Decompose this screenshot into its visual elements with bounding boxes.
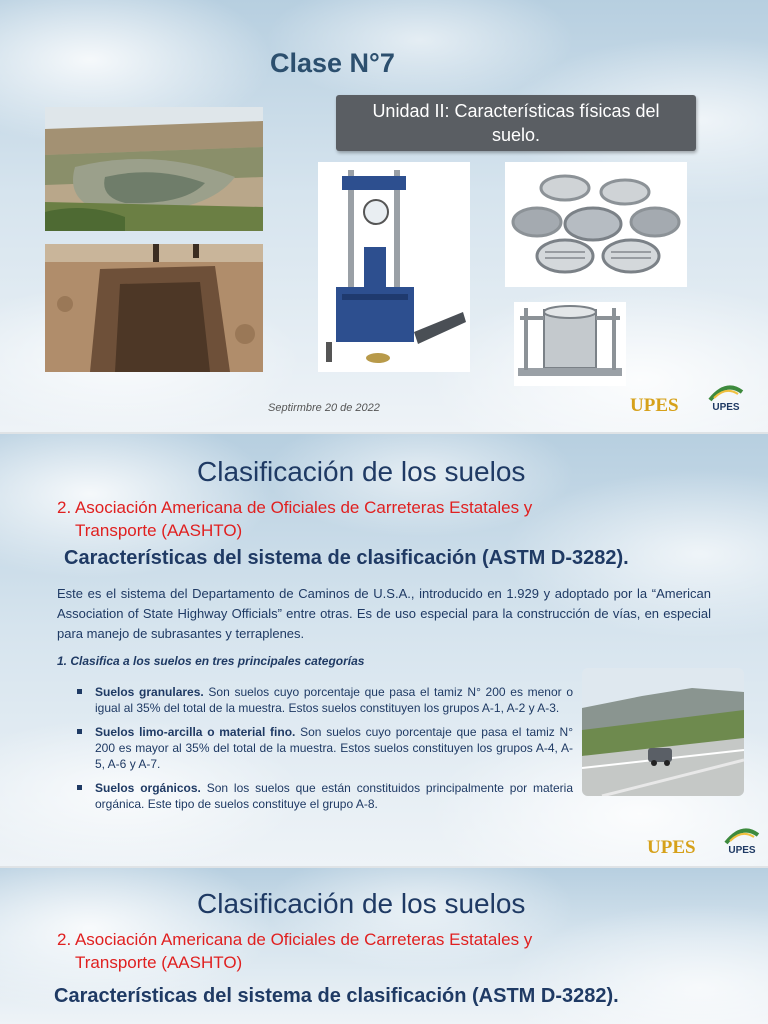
slide-1: [0, 0, 768, 432]
soil-pit-photo: [45, 244, 263, 372]
upes-logo-icon: [706, 378, 746, 418]
aashto-heading-line-2: Transporte (AASHTO): [75, 953, 243, 972]
quarry-photo: [45, 107, 263, 231]
list-item: [77, 684, 573, 716]
list-item-term: Suelos limo-arcilla o material fino.: [95, 725, 296, 739]
bullet-square-icon: [77, 689, 82, 694]
triaxial-machine-photo: [318, 162, 470, 372]
list-item-text: Son los suelos que están constituidos principalmente por materia orgánica. Este tipo de suelos constituye el grupo A-8.: [95, 781, 574, 811]
list-item-text: Son suelos cuyo porcentaje que pasa el tamiz N° 200 es menor o igual al 35% del total de la muestra. Estos suelos constituyen los grupos A-1, A-2 y A-3.: [95, 685, 574, 715]
aashto-heading-line-2: Transporte (AASHTO): [75, 521, 243, 540]
list-item: [77, 780, 573, 812]
list-item: [77, 724, 573, 772]
unit-title-text: Unidad II: Características físicas del suelo.: [372, 101, 660, 145]
list-item-text: Son suelos cuyo porcentaje que pasa el tamiz N° 200 es mayor al 35% del total de la muestra. Estos suelos constituyen los grupos A-4, A-5, A-6 y A-7.: [95, 725, 573, 771]
slide-title: Clasificación de los suelos: [197, 456, 526, 487]
intro-paragraph: Este es el sistema del Departamento de Caminos de U.S.A., introducido en 1.929 y adoptado por la “American Association of State Highway Officials” entre otras. Es de uso especial para la construcción de vías, en especial para manejo de subrasantes y terraplenes.: [57, 586, 711, 641]
list-item-term: Suelos orgánicos.: [95, 781, 201, 795]
unit-title-box: [336, 95, 696, 151]
aashto-heading-line-1: 2. Asociación Americana de Oficiales de Carreteras Estatales y: [57, 930, 533, 949]
slide-title: Clasificación de los suelos: [197, 888, 526, 919]
sieves-photo: [505, 162, 687, 287]
upes-logo-icon: [722, 821, 762, 861]
slide-title: Clase N°7: [270, 48, 395, 78]
upes-wordmark: UPES: [630, 395, 679, 416]
classification-subtitle: Características del sistema de clasificación (ASTM D-3282).: [54, 985, 619, 1007]
slide-2: [0, 434, 768, 866]
slide-3: [0, 868, 768, 1024]
upes-logo-text: UPES: [728, 845, 756, 856]
classification-subtitle: Características del sistema de clasificación (ASTM D-3282).: [64, 547, 629, 569]
compaction-mold-photo: [514, 302, 626, 386]
upes-wordmark: UPES: [647, 837, 696, 858]
upes-logo-text: UPES: [712, 402, 740, 413]
bullet-square-icon: [77, 729, 82, 734]
list-item-term: Suelos granulares.: [95, 685, 204, 699]
numbered-item-1: 1. Clasifica a los suelos en tres principales categorías: [57, 654, 365, 668]
aashto-heading-line-1: 2. Asociación Americana de Oficiales de Carreteras Estatales y: [57, 498, 533, 517]
soil-category-list: [77, 684, 573, 820]
bullet-square-icon: [77, 785, 82, 790]
highway-photo: [582, 668, 744, 796]
presentation-date: Septirmbre 20 de 2022: [268, 402, 380, 414]
